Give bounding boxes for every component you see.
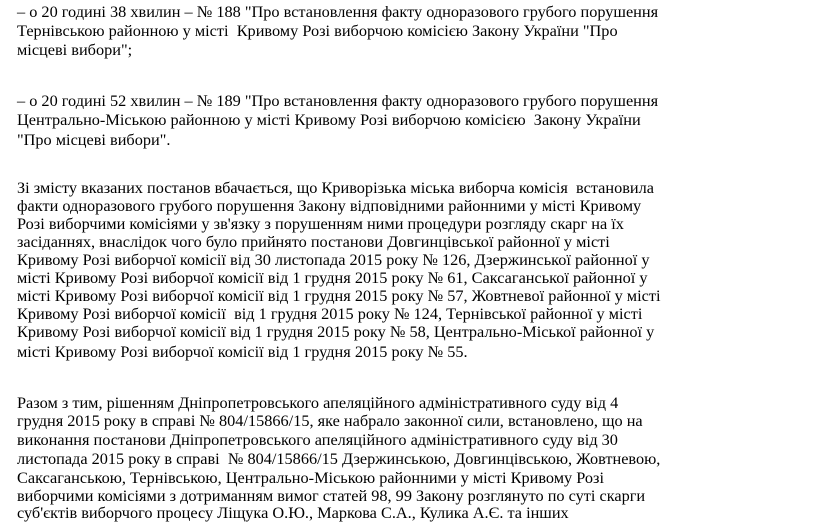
text-line: виконання постанови Дніпропетровського апеляційного адміністративного суду від 30 [17, 430, 618, 449]
text-line: грудня 2015 року в справі № 804/15866/15, яке набрало законної сили, встановлено, що на [17, 411, 643, 430]
text-line: – о 20 годині 38 хвилин – № 188 "Про встановлення факту одноразового грубого порушення [17, 2, 659, 21]
text-line: Розі виборчими комісіями у зв'язку з порушенням ними процедури розгляду скарг на їх [17, 214, 624, 233]
text-line: факти одноразового грубого порушення Закону відповідними районними у місті Кривому [17, 196, 642, 215]
text-line: місті Кривому Розі виборчої комісії від 1 грудня 2015 року № 57, Жовтневої районної у місті [17, 286, 661, 305]
text-line: Тернівською районною у місті Кривому Розі виборчою комісією Закону України "Про [17, 21, 618, 40]
text-line: листопада 2015 року в справі № 804/15866/15 Дзержинською, Довгинцівською, Жовтневою, [17, 449, 661, 468]
text-line: Кривому Розі виборчої комісії від 30 листопада 2015 року № 126, Дзержинської районної у [17, 250, 650, 269]
text-line: засіданнях, внаслідок чого було прийнято постанови Довгинцівської районної у місті [17, 232, 610, 251]
text-line: місті Кривому Розі виборчої комісії від 1 грудня 2015 року № 61, Саксаганської районної у [17, 268, 648, 287]
text-line: "Про місцеві вибори". [17, 130, 171, 149]
text-line: Разом з тим, рішенням Дніпропетровського апеляційного адміністративного суду від 4 [17, 393, 619, 412]
text-line: місті Кривому Розі виборчої комісії від 1 грудня 2015 року № 55. [17, 342, 468, 361]
text-line: Центрально-Міською районною у місті Кривому Розі виборчою комісією Закону України [17, 110, 641, 129]
text-line: місцеві вибори"; [17, 40, 133, 59]
text-line: суб'єктів виборчого процесу Ліщука О.Ю., Маркова С.А., Кулика А.Є. та інших [17, 503, 569, 522]
text-line: Кривому Розі виборчої комісії від 1 грудня 2015 року № 58, Центрально-Міської районної у [17, 322, 655, 341]
text-line: Кривому Розі виборчої комісії від 1 грудня 2015 року № 124, Тернівської районної у місті [17, 304, 643, 323]
text-line: Саксаганською, Тернівською, Центрально-Міською районними у місті Кривому Розі [17, 468, 604, 487]
text-line: виборчими комісіями з дотриманням вимог статей 98, 99 Закону розглянуто по суті скарги [17, 486, 646, 505]
text-line: – о 20 годині 52 хвилин – № 189 "Про встановлення факту одноразового грубого порушення [17, 91, 659, 110]
text-line: Зі змісту вказаних постанов вбачається, що Криворізька міська виборча комісія встановила [17, 178, 654, 197]
